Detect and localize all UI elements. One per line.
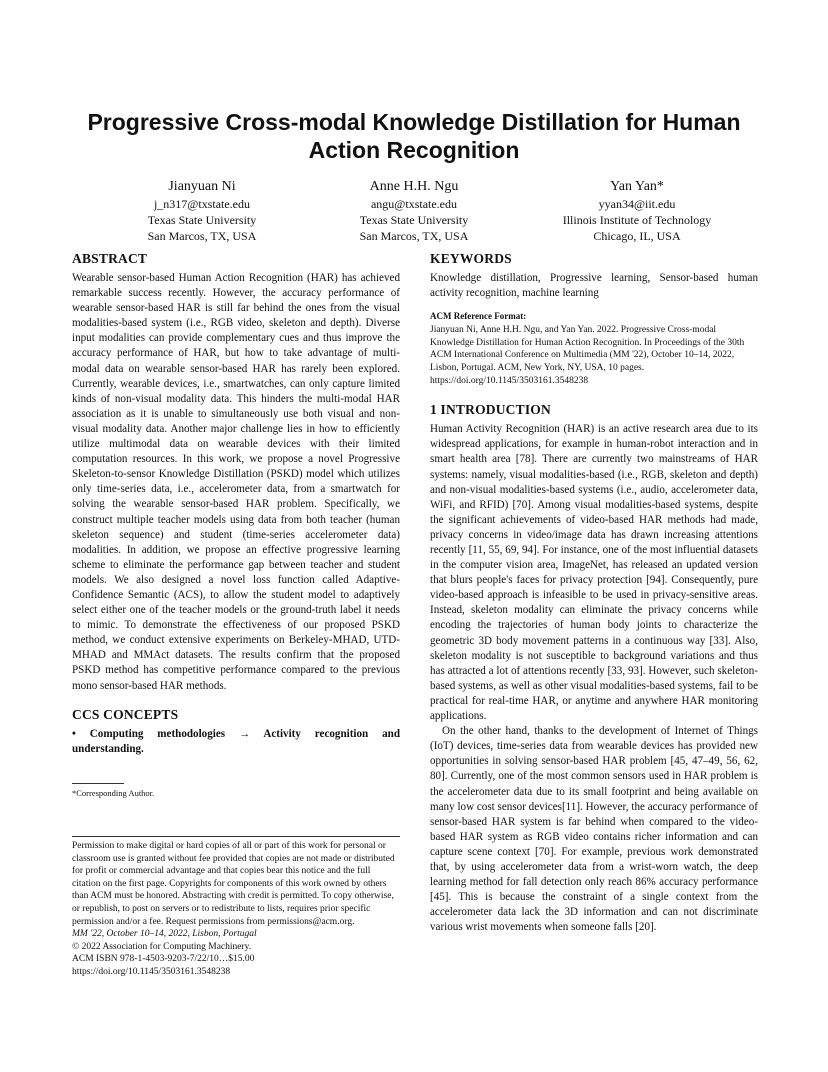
reference-format-heading: ACM Reference Format:	[430, 311, 527, 322]
footnote-rule	[72, 783, 124, 784]
permission-venue: MM '22, October 10–14, 2022, Lisbon, Portugal	[72, 929, 257, 940]
introduction-paragraph-2: On the other hand, thanks to the development of Internet of Things (IoT) devices, time-series data from wearable devices has provided new opportunities in solving sensor-based HAR problem [45, 47–49, 56, 62, 80]. Currently, one of the most common sensors used in HAR problem is the accelerometer data due to its small footprint and being available on many low cost sensor devices[11]. However, the accuracy performance of sensor-based HAR system is far behind when compared to the video-based HAR system as RGB video contains richer information and can capture scene context [70]. For example, previous work demonstrated that, by using accelerometer data from a wrist-worn watch, the deep learning method for fall detection only reach 86% accuracy performance [45]. This is because the constraint of a single context from the accelerometer data lack the 3D information and can not discriminate various wrist movements when someone falls [20].	[430, 725, 758, 934]
author-block	[299, 178, 529, 245]
permission-doi: https://doi.org/10.1145/3503161.3548238	[72, 966, 231, 977]
abstract-text: Wearable sensor-based Human Action Recognition (HAR) has achieved remarkable success recently. However, the accuracy performance of wearable sensor-based HAR is still far behind the ones from the visual modalities-based system (i.e., RGB video, skeleton and depth). Diverse input modalities can provide complementary cues and thus improve the accuracy performance of HAR, but how to take advantage of multi-modal data on wearable sensor-based HAR has rarely been explored. Currently, wearable devices, i.e., smartwatches, can only capture limited kinds of non-visual modality data. This hinders the multi-modal HAR association as it is unable to simultaneously use both visual and non-visual modality data. Another major challenge lies in how to efficiently utilize multimodal data on wearable devices with their limited computation resources. In this work, we propose a novel Progressive Skeleton-to-sensor Knowledge Distillation (PSKD) model which utilizes only time-series data, i.e., accelerometer data, from a smartwatch for solving the wearable sensor-based HAR problem. Specifically, we construct multiple teacher models using data from both teacher (human skeleton sequence) and student (time-series accelerometer data) modalities. In addition, we propose an effective progressive learning scheme to eliminate the performance gap between teacher and student models. We also designed a novel loss function called Adaptive-Confidence Semantic (ACS), to allow the student model to adaptively select either one of the teacher models or the ground-truth label it needs to mimic. To demonstrate the effectiveness of our proposed PSKD method, we conduct extensive experiments on Berkeley-MHAD, UTD-MHAD and MMAct datasets. The results confirm that the proposed PSKD method has competitive performance compared to the previous mono sensor-based HAR methods.	[72, 272, 400, 692]
introduction-paragraph-1: Human Activity Recognition (HAR) is an active research area due to its widespread applications, for example in human-robot interaction and in smart health area [78]. There are currently two mainstreams of HAR systems: namely, visual modalities-based (i.e., RGB, skeleton and depth) and non-visual modalities-based systems (i.e., audio, accelerometer data, WiFi, and RFID) [70]. Among visual modalities-based systems, despite the significant achievements of video-based HAR methods had made, privacy concerns in video/image data has drawn increasing attentions recently [11, 55, 69, 94]. For instance, one of the most influential datasets in the computer vision area, ImageNet, has released an updated version that blurs people's faces for privacy protection [94]. Consequently, pure video-based approach is infeasible to be used in privacy-sensitive areas. Instead, skeleton modality can eliminate the privacy concerns while encoding the trajectories of human body joints to characterize the geometric 3D body movement patterns in a continuous way [33]. Also, skeleton modality is not susceptible to background variations and thus has attracted a lot of attentions recently [33, 93]. However, such skeleton-based systems, as well as other visual modalities-based systems, fail to be practical for real-time HAR, or anytime and anywhere HAR monitoring applications.	[430, 423, 758, 723]
keywords-heading: KEYWORDS	[430, 251, 512, 266]
author-location: Chicago, IL, USA	[593, 229, 681, 244]
paper-title: Progressive Cross-modal Knowledge Distillation for Human Action Recognition	[87, 109, 741, 163]
keywords-text: Knowledge distillation, Progressive learning, Sensor-based human activity recognition, machine learning	[430, 272, 758, 300]
permission-copyright: © 2022 Association for Computing Machinery.	[72, 941, 252, 952]
author-affiliation: Texas State University	[147, 213, 257, 228]
author-affiliation: Illinois Institute of Technology	[562, 213, 712, 228]
author-name: Yan Yan*	[610, 179, 664, 194]
author-email: j_n317@txstate.edu	[153, 197, 251, 211]
ccs-text: • Computing methodologies → Activity recognition and understanding.	[72, 727, 400, 755]
author-email: angu@txstate.edu	[370, 197, 458, 211]
reference-format-text: Jianyuan Ni, Anne H.H. Ngu, and Yan Yan. 2022. Progressive Cross-modal Knowledge Distillation for Human Action Recognition. In Proceedings of the 30th ACM International Conference on Multimedia (MM '22), October 10–14, 2022, Lisbon, Portugal. ACM, New York, NY, USA, 10 pages. https://doi.org/10.1145/3503161.3548238	[430, 325, 745, 386]
author-location: San Marcos, TX, USA	[147, 229, 257, 244]
right-column	[430, 250, 758, 935]
left-column	[72, 250, 400, 799]
abstract-heading: ABSTRACT	[72, 251, 148, 266]
author-affiliation: Texas State University	[359, 213, 469, 228]
author-location: San Marcos, TX, USA	[359, 229, 469, 244]
permission-block	[72, 836, 400, 979]
ccs-heading: CCS CONCEPTS	[72, 706, 179, 722]
author-name: Anne H.H. Ngu	[369, 179, 459, 194]
introduction-heading: 1 INTRODUCTION	[430, 402, 551, 418]
footnote: *Corresponding Author.	[72, 787, 155, 798]
author-block	[522, 178, 752, 245]
permission-text: Permission to make digital or hard copies of all or part of this work for personal or classroom use is granted without fee provided that copies are not made or distributed for profit or commercial advantage and that copies bear this notice and the full citation on the first page. Copyrights for components of this work owned by others than ACM must be honored. Abstracting with credit is permitted. To copy otherwise, or republish, to post on servers or to redistribute to lists, requires prior specific permission and/or a fee. Request permissions from permissions@acm.org.	[72, 841, 395, 927]
permission-isbn: ACM ISBN 978-1-4503-9203-7/22/10…$15.00	[72, 954, 255, 965]
author-email: yyan34@iit.edu	[598, 197, 676, 211]
permission-rule	[72, 836, 400, 837]
author-block	[87, 178, 317, 245]
author-name: Jianyuan Ni	[168, 179, 236, 194]
